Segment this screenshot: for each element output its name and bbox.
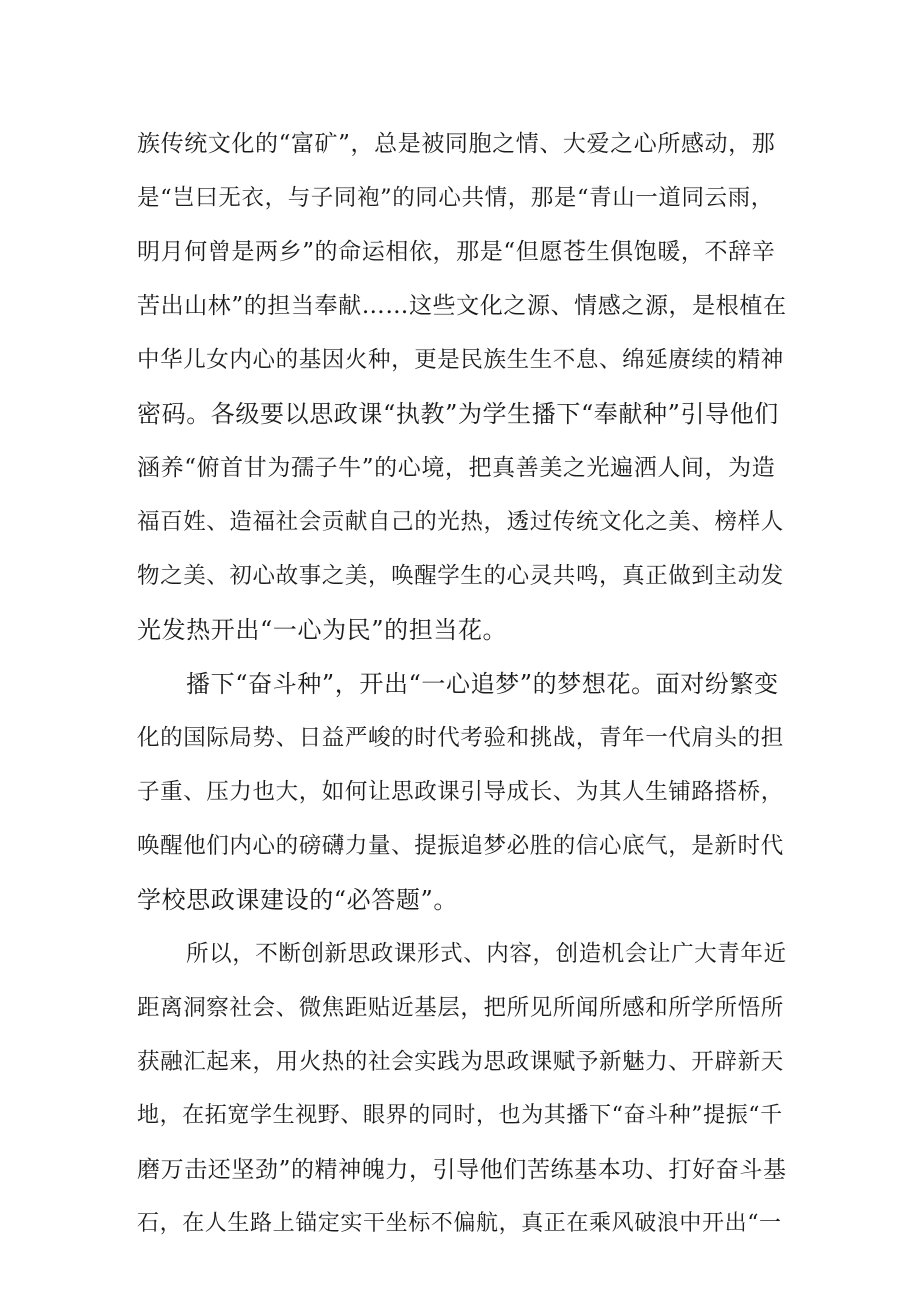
paragraph-1-line-8: 福百姓、造福社会贡献自己的光热，透过传统文化之美、榜样人: [137, 509, 784, 535]
paragraph-3-line-3: 获融汇起来，用火热的社会实践为思政课赋予新魅力、开辟新天: [137, 1049, 784, 1075]
paragraph-3-line-1: 所以，不断创新思政课形式、内容，创造机会让广大青年近: [186, 941, 787, 967]
paragraph-1-line-5: 中华儿女内心的基因火种，更是民族生生不息、绵延赓续的精神: [137, 347, 784, 373]
paragraph-3-line-4: 地，在拓宽学生视野、眼界的同时，也为其播下“奋斗种”提振“千: [137, 1103, 783, 1128]
paragraph-1-line-2: 是“岂曰无衣，与子同袍”的同心共情，那是“青山一道同云雨，: [137, 185, 774, 211]
paragraph-2-line-4: 唤醒他们内心的磅礴力量、提振追梦必胜的信心底气，是新时代: [137, 833, 784, 859]
paragraph-1-line-3: 明月何曾是两乡”的命运相依，那是“但愿苍生俱饱暖，不辞辛: [137, 239, 776, 265]
paragraph-3-line-5: 磨万击还坚劲”的精神魄力，引导他们苦练基本功、打好奋斗基: [137, 1157, 787, 1183]
paragraph-2-line-1: 播下“奋斗种”，开出“一心追梦”的梦想花。面对纷繁变: [186, 670, 779, 698]
paragraph-3-line-2: 距离洞察社会、微焦距贴近基层，把所见所闻所感和所学所悟所: [137, 995, 784, 1021]
paragraph-1-line-4: 苦出山林”的担当奉献……这些文化之源、情感之源，是根植在: [137, 293, 787, 319]
paragraph-1-line-7: 涵养“俯首甘为孺子牛”的心境，把真善美之光遍洒人间，为造: [137, 455, 776, 481]
paragraph-1-line-10: 光发热开出“一心为民”的担当花。: [137, 616, 508, 644]
paragraph-2-line-5: 学校思政课建设的“必答题”。: [137, 886, 458, 914]
paragraph-2-line-3: 子重、压力也大，如何让思政课引导成长、为其人生铺路搭桥，: [137, 779, 784, 805]
paragraph-1-line-9: 物之美、初心故事之美，唤醒学生的心灵共鸣，真正做到主动发: [137, 563, 784, 589]
paragraph-1-line-1: 族传统文化的“富矿”，总是被同胞之情、大爱之心所感动，那: [137, 131, 776, 157]
paragraph-1-line-6: 密码。各级要以思政课“执教”为学生播下“奉献种”引导他们: [137, 400, 779, 428]
paragraph-2-line-2: 化的国际局势、日益严峻的时代考验和挑战，青年一代肩头的担: [137, 725, 784, 751]
paragraph-3-line-6: 石，在人生路上锚定实干坐标不偏航，真正在乘风破浪中开出“一: [137, 1211, 782, 1236]
